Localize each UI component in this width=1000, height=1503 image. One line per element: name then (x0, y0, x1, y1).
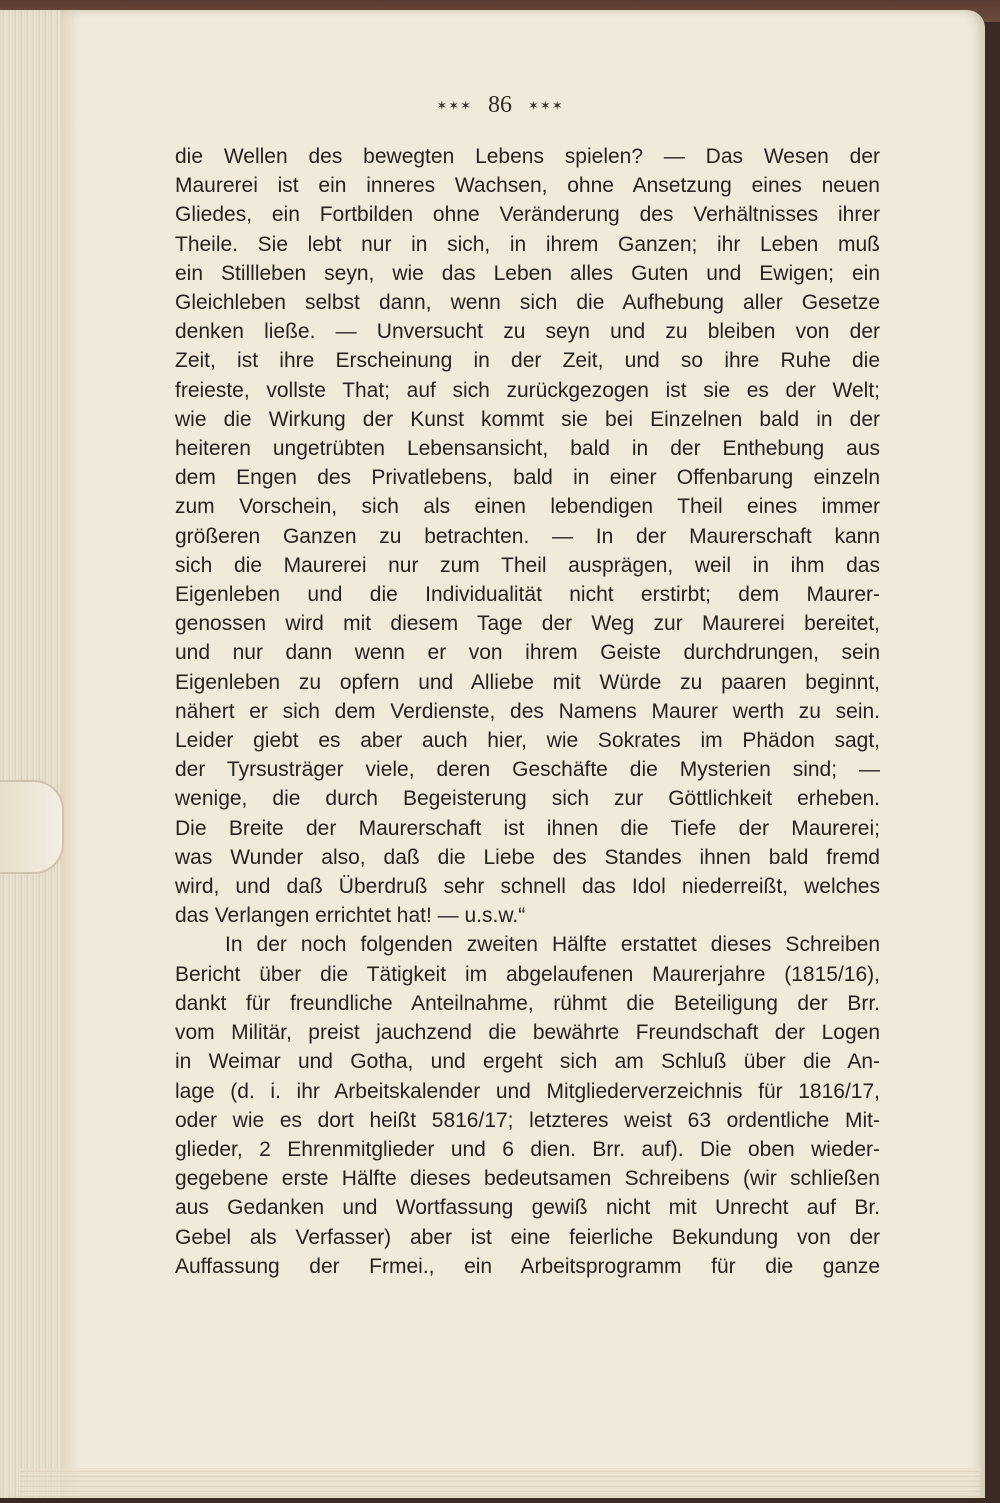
text-line: Die Breite der Maurerschaft ist ihnen die Tiefe der Maurerei; (175, 816, 880, 840)
text-line: nähert er sich dem Verdienste, des Namens Maurer werth zu sein. (175, 699, 880, 723)
page-stack-left-edge (0, 10, 60, 1498)
text-line: denken ließe. — Unversucht zu seyn und zu bleiben von der (175, 320, 880, 344)
text-line: freieste, vollste That; auf sich zurückgezogen ist sie es der Welt; (175, 378, 880, 402)
text-line: heiteren ungetrübten Lebensansicht, bald in der Enthebung aus (175, 437, 880, 461)
text-line: Eigenleben zu opfern und Alliebe mit Würde zu paaren beginnt, (175, 670, 880, 694)
text-line: das Verlangen errichtet hat! — u.s.w.“ (175, 904, 526, 928)
page-number: 86 (488, 92, 512, 118)
text-line: Leider giebt es aber auch hier, wie Sokrates im Phädon sagt, (175, 729, 880, 753)
text-line: Bericht über die Tätigkeit im abgelaufenen Maurerjahre (1815/16), (175, 962, 880, 986)
text-line: zum Vorschein, sich als einen lebendigen Theil eines immer (175, 495, 880, 519)
text-line: Gliedes, ein Fortbilden ohne Veränderung des Verhältnisses ihrer (175, 203, 880, 227)
text-line: Zeit, ist ihre Erscheinung in der Zeit, und so ihre Ruhe die (175, 349, 880, 373)
page-stack-bottom-edge (20, 1468, 980, 1498)
text-line: ein Stillleben seyn, wie das Leben alles Guten und Ewigen; ein (175, 261, 880, 285)
text-line: In der noch folgenden zweiten Hälfte erstattet dieses Schreiben (225, 933, 880, 957)
text-line: Maurerei ist ein inneres Wachsen, ohne Ansetzung eines neuen (175, 174, 880, 198)
text-line: Eigenleben und die Individualität nicht erstirbt; dem Maurer- (175, 583, 880, 607)
text-line: und nur dann wenn er von ihrem Geiste durchdrungen, sein (175, 641, 880, 665)
text-line: größeren Ganzen zu betrachten. — In der Maurerschaft kann (175, 524, 880, 548)
text-line: in Weimar und Gotha, und ergeht sich am Schluß über die An- (175, 1050, 880, 1074)
text-line: oder wie es dort heißt 5816/17; letzteres weist 63 ordentliche Mit- (175, 1108, 880, 1132)
text-line: glieder, 2 Ehrenmitglieder und 6 dien. Brr. auf). Die oben wieder- (175, 1137, 880, 1161)
text-line: lage (d. i. ihr Arbeitskalender und Mitgliederverzeichnis für 1816/17, (175, 1079, 880, 1103)
text-line: wird, und daß Überdruß sehr schnell das Idol niederreißt, welches (175, 875, 880, 899)
ornament-right: ✶✶✶ (528, 98, 564, 114)
body-text (175, 142, 880, 1281)
text-line: dem Engen des Privatlebens, bald in einer Offenbarung einzeln (175, 466, 880, 490)
text-line: Gleichleben selbst dann, wenn sich die Aufhebung aller Gesetze (175, 291, 880, 315)
text-line: gegebene erste Hälfte dieses bedeutsamen Schreibens (wir schließen (175, 1167, 880, 1191)
text-line: wenige, die durch Begeisterung sich zur Göttlichkeit erheben. (175, 787, 880, 811)
text-line: der Tyrsusträger viele, deren Geschäfte die Mysterien sind; — (175, 758, 880, 782)
text-line: was Wunder also, daß die Liebe des Standes ihnen bald fremd (175, 845, 880, 869)
text-line: wie die Wirkung der Kunst kommt sie bei Einzelnen bald in der (175, 407, 880, 431)
bookmark-ribbon (0, 780, 64, 874)
text-line: genossen wird mit diesem Tage der Weg zur Maurerei bereitet, (175, 612, 880, 636)
text-line: vom Militär, preist jauchzend die bewährte Freundschaft der Logen (175, 1021, 880, 1045)
text-line: Auffassung der Frmei., ein Arbeitsprogramm für die ganze (175, 1254, 880, 1278)
text-line: die Wellen des bewegten Lebens spielen? — Das Wesen der (175, 145, 880, 168)
text-line: sich die Maurerei nur zum Theil ausprägen, weil in ihm das (175, 553, 880, 577)
text-line: dankt für freundliche Anteilnahme, rühmt die Beteiligung der Brr. (175, 991, 880, 1015)
ornament-left: ✶✶✶ (436, 98, 472, 114)
text-line: Theile. Sie lebt nur in sich, in ihrem Ganzen; ihr Leben muß (175, 232, 880, 256)
text-line: Gebel als Verfasser) aber ist eine feierliche Bekundung von der (175, 1225, 880, 1249)
text-line: aus Gedanken und Wortfassung gewiß nicht mit Unrecht auf Br. (175, 1196, 880, 1220)
page-header (0, 92, 1000, 119)
